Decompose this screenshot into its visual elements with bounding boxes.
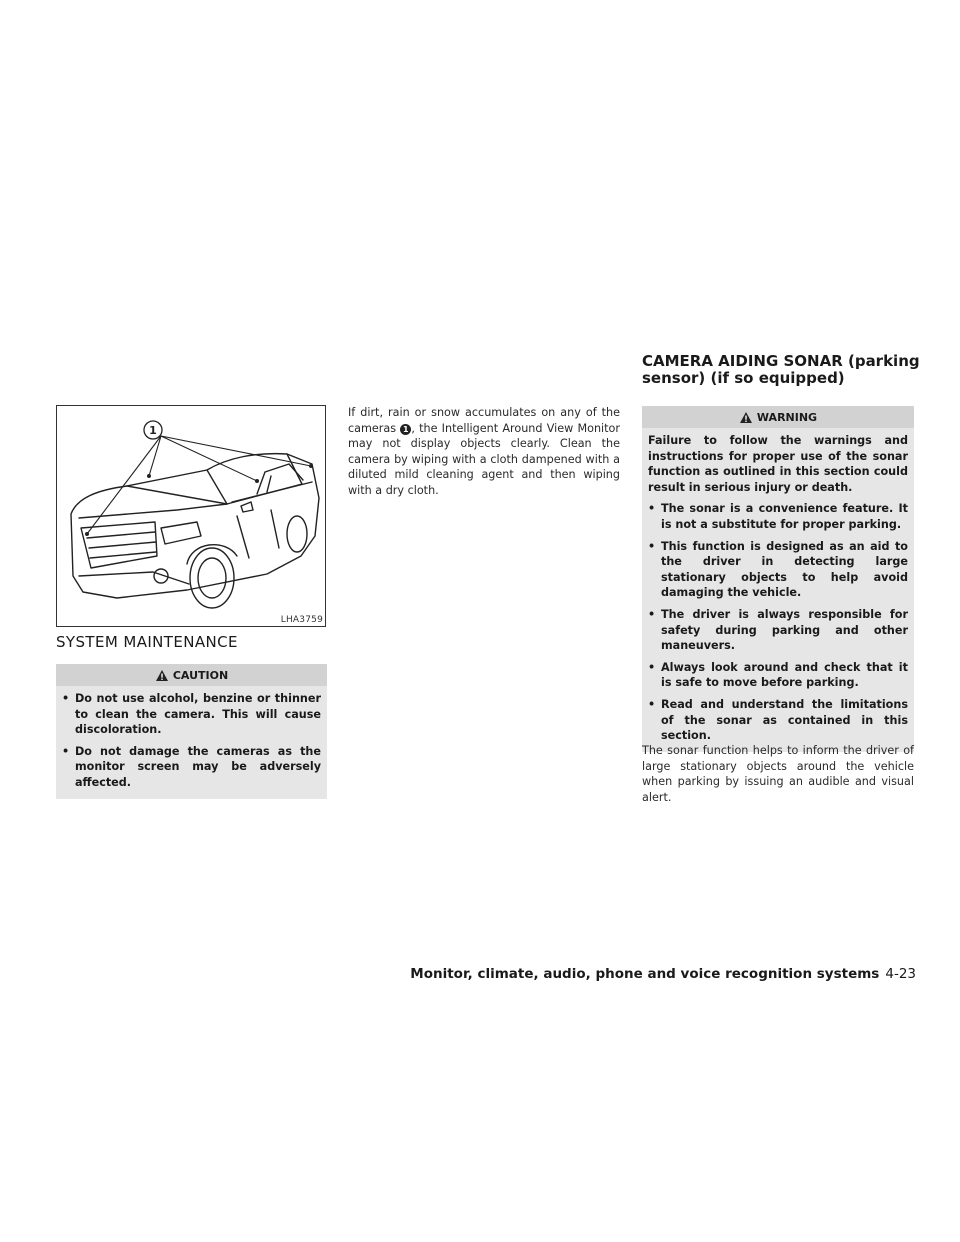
- caution-label: CAUTION: [172, 668, 229, 682]
- warning-bullet: • Read and understand the limitations of the sonar as contained in this section.: [648, 697, 908, 743]
- camera-location-figure: [56, 405, 326, 627]
- chapter-title: Monitor, climate, audio, phone and voice recognition systems: [410, 966, 880, 982]
- vehicle-illustration: [57, 406, 325, 626]
- warning-bullet: • The driver is always responsible for safety during parking and other maneuvers.: [648, 607, 908, 653]
- warning-triangle-icon: [155, 669, 169, 682]
- warning-intro: Failure to follow the warnings and instructions for proper use of the sonar function as outlined in this section could result in serious injury or death.: [648, 434, 908, 494]
- warning-bullet: • The sonar is a convenience feature. It is not a substitute for proper parking.: [648, 502, 908, 531]
- page-number: 4-23: [885, 966, 916, 982]
- warning-body: [642, 428, 914, 752]
- section-title-system-maintenance: SYSTEM MAINTENANCE: [56, 633, 238, 651]
- warning-triangle-icon: [739, 411, 753, 424]
- section-heading-camera-aiding-sonar: CAMERA AIDING SONAR (parking sensor) (if so equipped): [642, 352, 920, 387]
- caution-box: [56, 664, 327, 799]
- caution-body: [56, 686, 327, 799]
- caution-header: [56, 664, 327, 686]
- caution-bullet: • Do not use alcohol, benzine or thinner to clean the camera. This will cause discoloration.: [62, 692, 321, 737]
- page-footer: [370, 966, 916, 982]
- warning-bullet: • Always look around and check that it is safe to move before parking.: [648, 660, 908, 690]
- warning-label: WARNING: [756, 410, 818, 424]
- camera-cleaning-paragraph: If dirt, rain or snow accumulates on any of the cameras 1 , the Intelligent Around View Monitor may not display objects clearly. Clean the camera by wiping with a cloth dampened with a diluted mild cleaning agent and then wiping with a dry cloth.: [348, 406, 620, 497]
- figure-code: LHA3759: [280, 615, 323, 625]
- warning-bullet: • This function is designed as an aid to the driver in detecting large stationary objects to help avoid damaging the vehicle.: [648, 539, 908, 600]
- inline-callout-1: 1: [400, 424, 411, 435]
- sonar-description-paragraph: The sonar function helps to inform the driver of large stationary objects around the vehicle when parking by issuing an audible and visual alert.: [642, 744, 914, 804]
- figure-callout-1: 1: [149, 424, 157, 437]
- warning-header: [642, 406, 914, 428]
- caution-bullet: • Do not damage the cameras as the monitor screen may be adversely affected.: [62, 744, 321, 789]
- warning-box: [642, 406, 914, 752]
